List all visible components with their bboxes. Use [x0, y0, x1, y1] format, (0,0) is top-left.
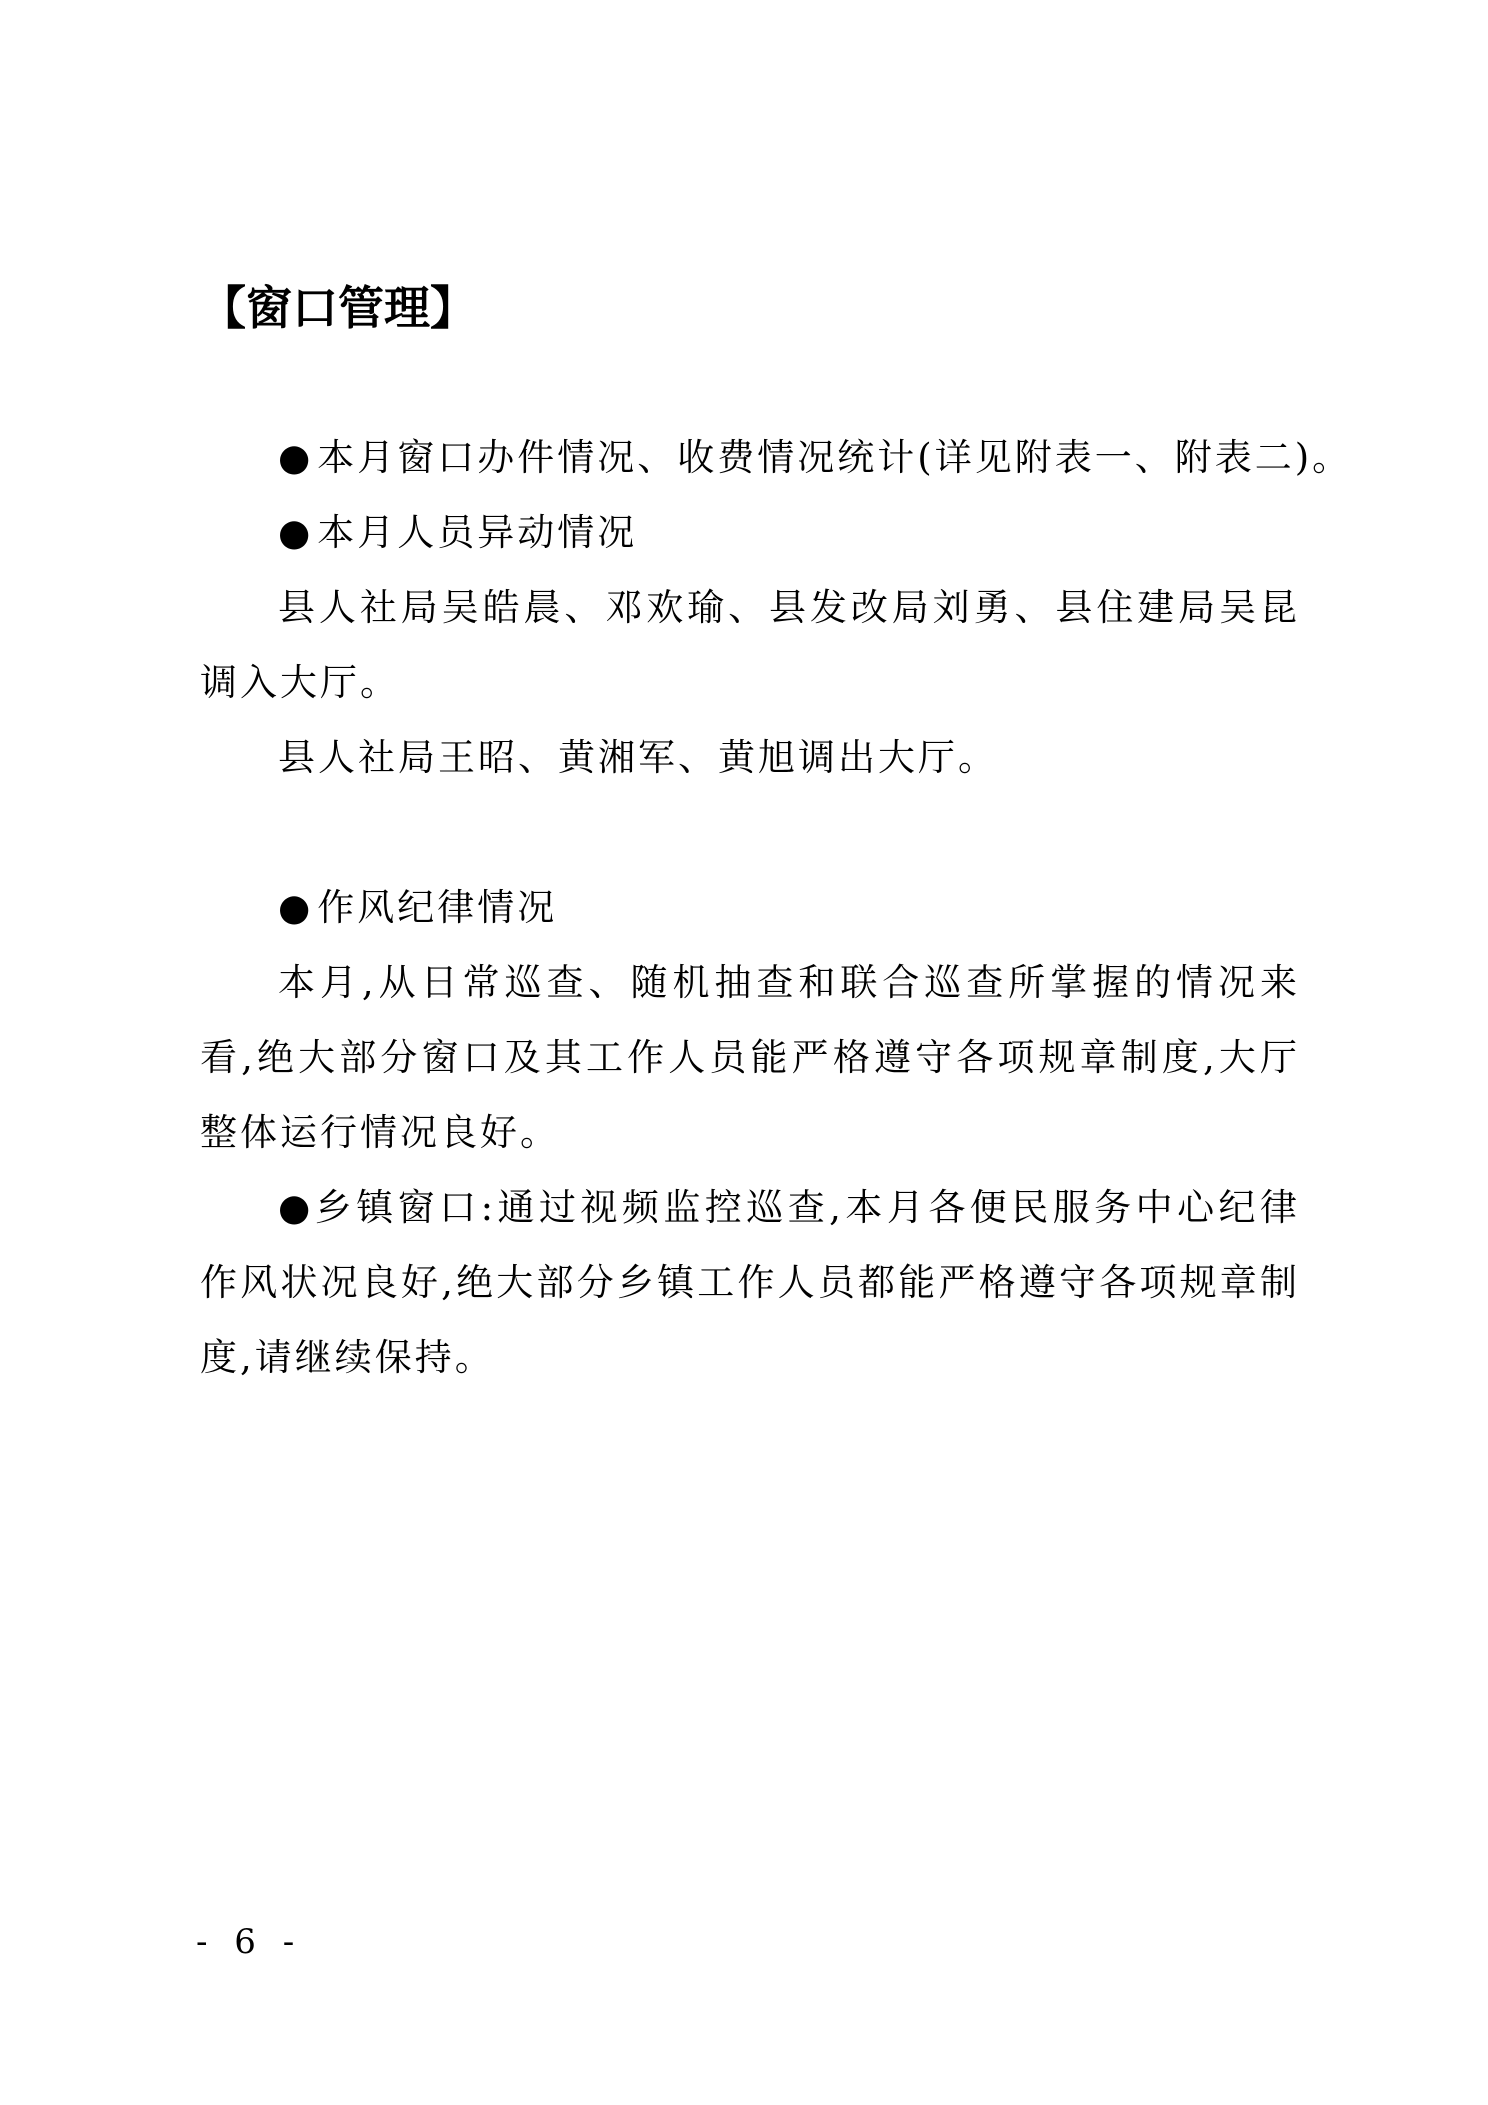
page-number: - 6 -: [196, 1922, 303, 1962]
bullet-icon: ●: [278, 1186, 315, 1229]
staff-change-title: 本月人员异动情况: [317, 511, 638, 554]
bullet-icon: ●: [278, 511, 314, 554]
staff-out-paragraph: 县人社局王昭、黄湘军、黄旭调出大厅。: [278, 736, 998, 779]
section-heading: 【窗口管理】: [200, 281, 476, 335]
discipline-paragraph: 本月,从日常巡查、随机抽查和联合巡查所掌握的情况来看,绝大部分窗口及其工作人员能严格遵守各项规章制度,大厅整体运行情况良好。: [200, 961, 1300, 1154]
stats-item: [278, 420, 1352, 495]
discipline-item: [278, 870, 557, 945]
discipline-title: 作风纪律情况: [317, 886, 558, 929]
bullet-icon: ●: [278, 886, 314, 929]
stats-text: 本月窗口办件情况、收费情况统计(详见附表一、附表二)。: [317, 436, 1353, 479]
township-paragraph: [200, 1170, 1300, 1395]
staff-change-item: [278, 495, 637, 570]
township-text: 乡镇窗口:通过视频监控巡查,本月各便民服务中心纪律作风状况良好,绝大部分乡镇工作人员都能严格遵守各项规章制度,请继续保持。: [200, 1186, 1300, 1379]
bullet-icon: ●: [278, 436, 314, 479]
staff-in-paragraph: 县人社局吴皓晨、邓欢瑜、县发改局刘勇、县住建局吴昆调入大厅。: [200, 586, 1300, 704]
